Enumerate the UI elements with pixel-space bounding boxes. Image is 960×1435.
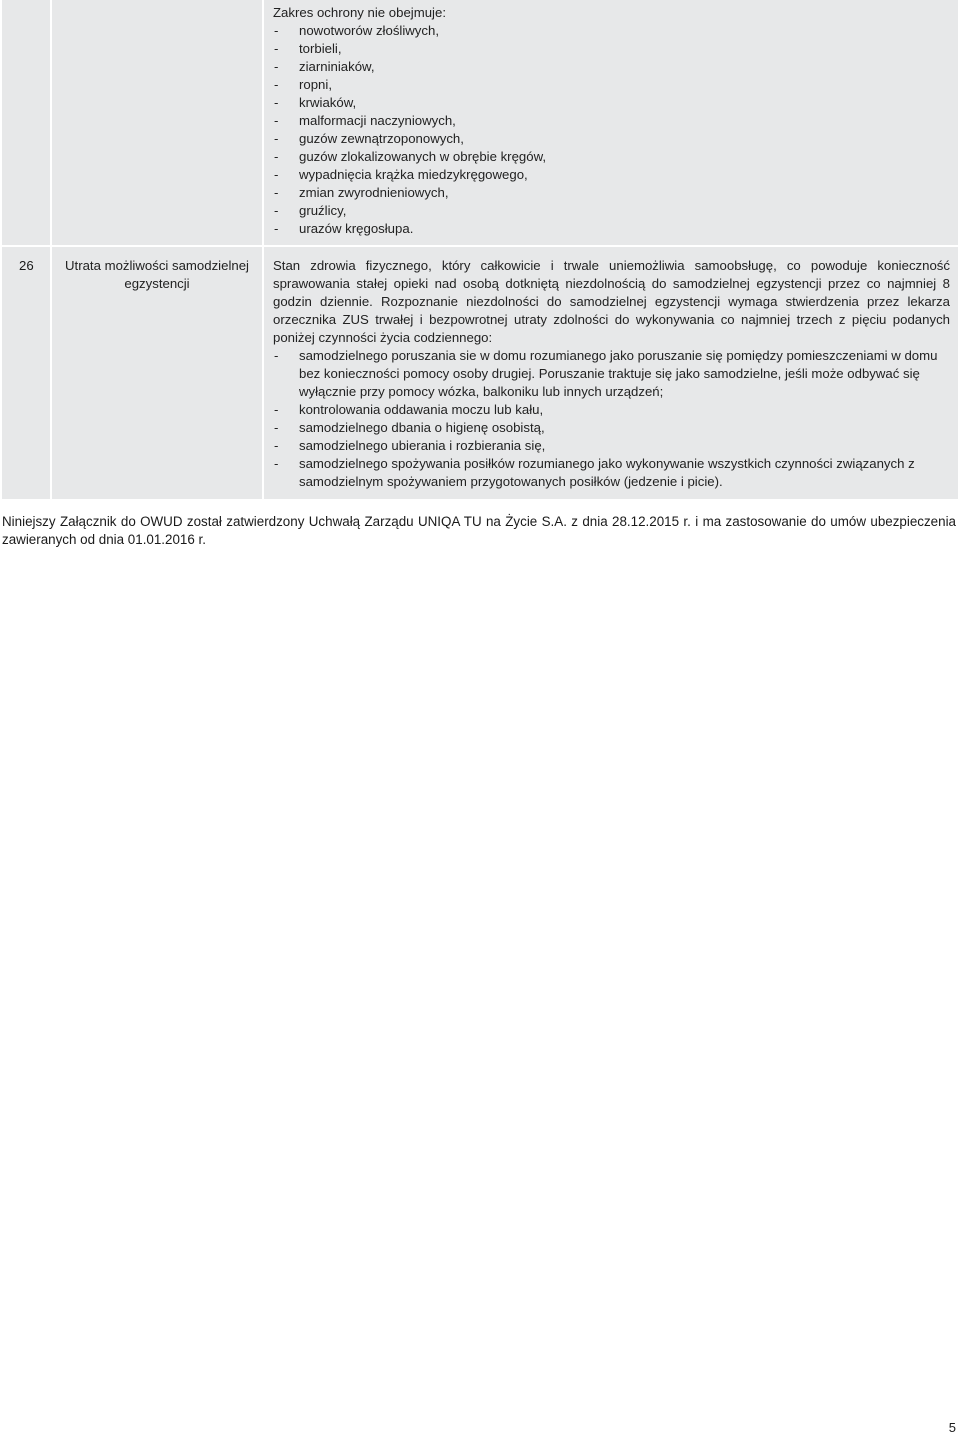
list-dash: - bbox=[274, 23, 279, 38]
row-1-description-cell bbox=[264, 0, 958, 245]
list-dash: - bbox=[274, 95, 279, 110]
exclusion-text: krwiaków, bbox=[299, 95, 357, 110]
activity-text: kontrolowania oddawania moczu lub kału, bbox=[299, 402, 544, 417]
exclusion-text: malformacji naczyniowych, bbox=[299, 113, 456, 128]
list-item bbox=[273, 184, 950, 202]
exclusion-text: nowotworów złośliwych, bbox=[299, 23, 439, 38]
footer-note: Niniejszy Załącznik do OWUD został zatwierdzony Uchwałą Zarządu UNIQA TU na Życie S.A. z dnia 28.12.2015 r. i ma zastosowanie do umów ubezpieczenia zawieranych od dnia 01.01.2016 r. bbox=[2, 514, 956, 547]
exclusion-text: torbieli, bbox=[299, 41, 342, 56]
list-item bbox=[273, 94, 950, 112]
list-dash: - bbox=[274, 131, 279, 146]
page-number: 5 bbox=[948, 1420, 956, 1435]
list-dash: - bbox=[274, 348, 279, 363]
exclusion-text: zmian zwyrodnieniowych, bbox=[299, 185, 449, 200]
exclusion-text: wypadnięcia krążka miedzykręgowego, bbox=[299, 167, 528, 182]
list-dash: - bbox=[274, 113, 279, 128]
list-dash: - bbox=[274, 149, 279, 164]
activity-text: samodzielnego poruszania sie w domu rozumianego jako poruszanie się pomiędzy pomieszczeniami w domu bez konieczności pomocy osoby drugiej. Poruszanie traktuje się jako samodzielne, jeśli może odbywać się wyłącznie przy pomocy wózka, balkoniku lub innych urządzeń; bbox=[299, 348, 938, 399]
list-item bbox=[273, 455, 950, 491]
list-dash: - bbox=[274, 77, 279, 92]
row-2-title: Utrata możliwości samodzielnej egzystencji bbox=[65, 258, 249, 291]
row-2-description-cell bbox=[264, 247, 958, 499]
exclusions-intro: Zakres ochrony nie obejmuje: bbox=[273, 5, 446, 20]
list-dash: - bbox=[274, 203, 279, 218]
list-item bbox=[273, 76, 950, 94]
exclusion-text: urazów kręgosłupa. bbox=[299, 221, 414, 236]
list-item bbox=[273, 419, 950, 437]
list-item bbox=[273, 148, 950, 166]
exclusions-list bbox=[273, 22, 950, 238]
exclusion-text: guzów zlokalizowanych w obrębie kręgów, bbox=[299, 149, 547, 164]
list-dash: - bbox=[274, 438, 279, 453]
list-dash: - bbox=[274, 185, 279, 200]
list-item bbox=[273, 166, 950, 184]
list-item bbox=[273, 437, 950, 455]
list-item bbox=[273, 22, 950, 40]
activity-text: samodzielnego ubierania i rozbierania się, bbox=[299, 438, 546, 453]
list-dash: - bbox=[274, 221, 279, 236]
row-2-description: Stan zdrowia fizycznego, który całkowicie i trwale uniemożliwia samoobsługę, co powoduje konieczność sprawowania stałej opieki nad osobą dotkniętą niezdolnością do samodzielnej egzystencji przez co najmniej 8 godzin dziennie. Rozpoznanie niezdolności do samodzielnej egzystencji wymaga stwierdzenia przez lekarza orzecznika ZUS trwałej i bezpowrotnej utraty zdolności do wykonywania co najmniej trzech z pięciu podanych poniżej czynności życia codziennego: bbox=[273, 258, 950, 345]
list-item bbox=[273, 112, 950, 130]
activity-text: samodzielnego spożywania posiłków rozumianego jako wykonywanie wszystkich czynności związanych z samodzielnym spożywaniem przygotowanych posiłków (jedzenie i picie). bbox=[299, 456, 915, 489]
list-item bbox=[273, 40, 950, 58]
activities-list bbox=[273, 347, 950, 491]
exclusion-text: guzów zewnątrzoponowych, bbox=[299, 131, 464, 146]
list-item bbox=[273, 202, 950, 220]
list-dash: - bbox=[274, 402, 279, 417]
row-1-title-cell bbox=[52, 0, 262, 245]
list-item bbox=[273, 58, 950, 76]
coverage-table bbox=[2, 0, 958, 497]
list-item bbox=[273, 130, 950, 148]
row-2-number: 26 bbox=[19, 258, 34, 273]
list-dash: - bbox=[274, 420, 279, 435]
activity-text: samodzielnego dbania o higienę osobistą, bbox=[299, 420, 545, 435]
list-item bbox=[273, 220, 950, 238]
row-2-number-cell bbox=[2, 247, 50, 499]
list-dash: - bbox=[274, 456, 279, 471]
list-item bbox=[273, 401, 950, 419]
exclusion-text: ropni, bbox=[299, 77, 332, 92]
list-dash: - bbox=[274, 41, 279, 56]
exclusion-text: gruźlicy, bbox=[299, 203, 347, 218]
row-2-title-cell bbox=[52, 247, 262, 499]
list-dash: - bbox=[274, 59, 279, 74]
list-dash: - bbox=[274, 167, 279, 182]
list-item bbox=[273, 347, 950, 401]
exclusion-text: ziarniniaków, bbox=[299, 59, 375, 74]
row-1-number-cell bbox=[2, 0, 50, 245]
